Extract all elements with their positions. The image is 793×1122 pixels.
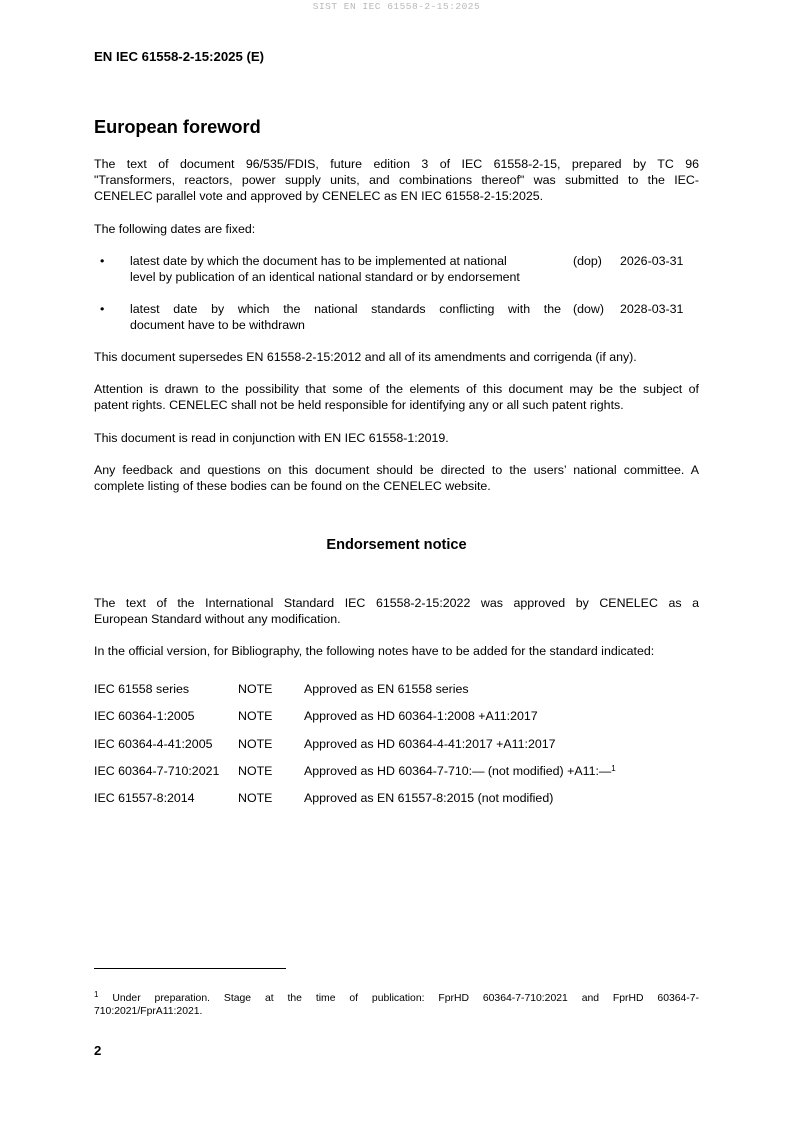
feedback-line: complete listing of these bodies can be found on the CENELEC website. (94, 479, 491, 493)
date-item-text: level by publication of an identical national standard or by endorsement (130, 270, 520, 284)
foreword-intro-line: CENELEC parallel vote and approved by CENELEC as EN IEC 61558-2-15:2025. (94, 189, 544, 203)
date-value: 2028-03-31 (620, 302, 684, 316)
note-text: Approved as EN 61557-8:2015 (not modified) (304, 791, 554, 805)
patent-line: patent rights. CENELEC shall not be held responsible for identifying any or all such patent rights. (94, 398, 624, 412)
footnote-line: 710:2021/FprA11:2021. (94, 1005, 203, 1017)
footnote-marker: 1 (94, 990, 99, 999)
footnote-text: Under preparation. Stage at the time of publication: FprHD 60364-7-710:2021 and FprHD 60364-7- (112, 993, 700, 1004)
note-label: NOTE (238, 791, 273, 805)
footnote (94, 990, 700, 1018)
dates-intro: The following dates are fixed: (94, 222, 256, 236)
supersedes-text: This document supersedes EN 61558-2-15:2012 and all of its amendments and corrigenda (if any). (94, 350, 637, 364)
date-item-text: latest date by which the national standards conflicting with the (130, 302, 561, 316)
date-code: (dow) (573, 302, 604, 316)
date-value: 2026-03-31 (620, 254, 684, 268)
endorsement-text-line: The text of the International Standard IEC 61558-2-15:2022 was approved by CENELEC as a (94, 596, 699, 610)
date-code: (dop) (573, 254, 602, 268)
note-text (304, 764, 616, 778)
note-text-content: Approved as HD 60364-7-710:— (not modified) +A11:— (304, 764, 612, 778)
note-label: NOTE (238, 709, 273, 723)
patent-line: Attention is drawn to the possibility that some of the elements of this document may be the subject of (94, 382, 699, 396)
date-item-text: document have to be withdrawn (130, 318, 305, 332)
conjunction-text: This document is read in conjunction with EN IEC 61558-1:2019. (94, 431, 449, 445)
note-label: NOTE (238, 764, 273, 778)
foreword-intro-line: The text of document 96/535/FDIS, future edition 3 of IEC 61558-2-15, prepared by TC 96 (94, 157, 699, 171)
note-text: Approved as HD 60364-4-41:2017 +A11:2017 (304, 737, 556, 751)
bullet: • (100, 302, 105, 316)
foreword-title: European foreword (94, 117, 261, 137)
watermark: SIST EN IEC 61558-2-15:2025 (312, 1, 481, 12)
document-id-header: EN IEC 61558-2-15:2025 (E) (94, 49, 265, 64)
footnote-separator (94, 968, 286, 969)
note-label: NOTE (238, 737, 273, 751)
page-number: 2 (94, 1043, 102, 1058)
note-label: NOTE (238, 682, 273, 696)
note-standard: IEC 60364-1:2005 (94, 709, 195, 723)
note-standard: IEC 60364-4-41:2005 (94, 737, 213, 751)
note-text: Approved as EN 61558 series (304, 682, 469, 696)
bullet: • (100, 254, 105, 268)
date-item-text: latest date by which the document has to be implemented at national (130, 254, 507, 268)
feedback-line: Any feedback and questions on this document should be directed to the users’ national committee. A (94, 463, 699, 477)
footnote-reference: 1 (611, 764, 616, 773)
endorsement-text-line: European Standard without any modification. (94, 612, 341, 626)
note-standard: IEC 61557-8:2014 (94, 791, 195, 805)
note-text: Approved as HD 60364-1:2008 +A11:2017 (304, 709, 538, 723)
note-standard: IEC 61558 series (94, 682, 190, 696)
endorsement-title: Endorsement notice (326, 537, 467, 553)
bibliography-intro: In the official version, for Bibliography, the following notes have to be added for the standard indicated: (94, 644, 655, 658)
footnote-line (94, 990, 700, 1006)
foreword-intro-line: "Transformers, reactors, power supply units, and combinations thereof" was submitted to the IEC- (94, 173, 699, 187)
note-standard: IEC 60364-7-710:2021 (94, 764, 220, 778)
